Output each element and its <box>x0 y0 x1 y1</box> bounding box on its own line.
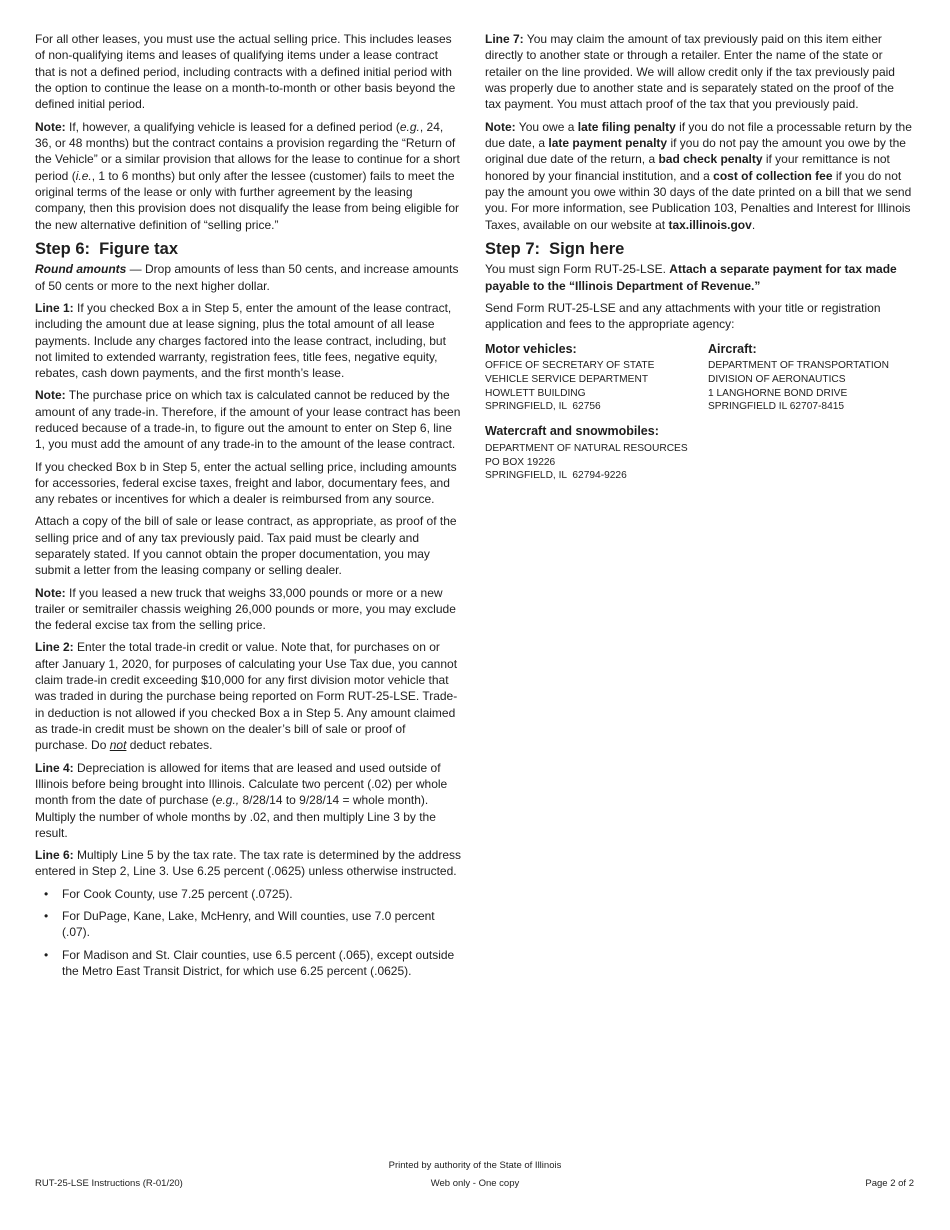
text-run: if your remittance is not honored by your financial institution, and a <box>485 152 890 183</box>
line-7-instructions <box>485 31 913 113</box>
text-run: If you checked Box a in Step 5, enter the amount of the lease contract, including the amount due at lease signing, plus the total amount of all lease payments. Include any charges factored into the lease contract, including, but not limited to extended warranty, registration fees, title fees, negative equity, rebates, cash down payments, and the first month’s lease. <box>35 300 452 381</box>
bullet-text <box>62 908 461 941</box>
text-run: Attach a copy of the bill of sale or lease contract, as appropriate, as proof of the selling price and of any tax previously paid. Tax paid must be clearly and separately stated. If you cannot obtain the proper documentation, you may submit a letter from the leasing company or selling dealer. <box>35 514 457 578</box>
agency-address-line: PO BOX 19226 <box>485 456 556 468</box>
bullet-madison-stclair <box>35 947 461 980</box>
text-run: if you do not pay the amount you owe within 30 days of the date printed on a bill that we send you. For more information, see Publication 103, Penalties and Interest for Illinois Taxes, available on our website at <box>485 168 912 232</box>
text-run: deduct rebates. <box>126 738 213 753</box>
bullet-collar-counties <box>35 908 461 941</box>
agency-address-columns <box>485 342 913 415</box>
text-run: Note: <box>485 119 516 134</box>
step-7-heading: Step 7: Sign here <box>485 240 625 259</box>
note-penalties <box>485 119 913 233</box>
line-1-instructions <box>35 300 461 382</box>
agency-address-line: 1 LANGHORNE BOND DRIVE <box>708 387 848 399</box>
text-run: For DuPage, Kane, Lake, McHenry, and Will counties, use 7.0 percent (.07). <box>62 908 435 940</box>
text-run: For all other leases, you must use the actual selling price. This includes leases of non-qualifying items and leases of qualifying items under a lease contract that is not a defined period, including contracts with a defined initial period with the option to continue the lease on a month-to-month or other basis beyond the defined initial period. <box>35 32 456 112</box>
footer-web-only: Web only - One copy <box>430 1178 520 1189</box>
agency-address-line: DIVISION OF AERONAUTICS <box>708 373 846 385</box>
note-trade-in <box>35 387 461 452</box>
text-run: Attach a separate payment for tax made payable to the “Illinois Department of Revenue.” <box>485 262 897 293</box>
bullet-icon: • <box>44 947 49 962</box>
text-run: Line 6: <box>35 848 74 863</box>
agency-address-line: SPRINGFIELD IL 62707-8415 <box>708 401 845 413</box>
text-run: If you leased a new truck that weighs 33,000 pounds or more or a new trailer or semitrailer chassis weighing 26,000 pounds or more, you may exclude the federal excise tax from the selling price. <box>35 585 456 633</box>
line-4-instructions <box>35 760 461 842</box>
text-run: You may claim the amount of tax previously paid on this item either directly to another state or through a retailer. Enter the name of the state or retailer on the line provided. We will allow credit only if the tax previously paid was properly due to another state and is separately stated on the proof of the tax payment. You must attach proof of the tax that you previously paid. <box>485 32 895 112</box>
text-run: e.g., <box>215 793 240 808</box>
footer-printed-by: Printed by authority of the State of Illinois <box>388 1160 562 1171</box>
text-run: Send Form RUT-25-LSE and any attachments with your title or registration application and fees to the appropriate agency: <box>485 300 881 332</box>
text-run: For Cook County, use 7.25 percent (.0725). <box>62 886 293 901</box>
text-run: — Drop amounts of less than 50 cents, and increase amounts of 50 cents or more to the next higher dollar. <box>35 262 459 293</box>
agency-address-line: VEHICLE SERVICE DEPARTMENT <box>485 373 649 385</box>
bullet-icon: • <box>44 908 49 923</box>
agency-address-title: Watercraft and snowmobiles: <box>485 424 659 439</box>
bullet-icon: • <box>44 886 49 901</box>
bullet-text <box>62 886 461 902</box>
agency-address-line: DEPARTMENT OF TRANSPORTATION <box>708 360 889 372</box>
note-truck <box>35 585 461 634</box>
text-run: For Madison and St. Clair counties, use 6.5 percent (.065), except outside the Metro East Transit District, for which use 6.25 percent (.0625). <box>62 947 455 978</box>
step-6-heading: Step 6: Figure tax <box>35 240 179 259</box>
bullet-text <box>62 947 461 980</box>
text-run: late filing penalty <box>577 119 676 134</box>
box-b-paragraph <box>35 459 461 508</box>
agency-address-line: OFFICE OF SECRETARY OF STATE <box>485 360 655 372</box>
agency-address-line: DEPARTMENT OF NATURAL RESOURCES <box>485 442 688 454</box>
line-6-instructions <box>35 847 461 880</box>
agency-address-line: HOWLETT BUILDING <box>485 387 586 399</box>
right-column <box>485 31 913 483</box>
agency-address <box>485 342 708 415</box>
footer-page-number: Page 2 of 2 <box>865 1178 914 1189</box>
text-run: Line 4: <box>35 760 74 775</box>
text-run: Note: <box>35 388 66 403</box>
text-run: if you do not pay the amount you owe by the original due date of the return, a <box>485 135 906 167</box>
text-run: Round amounts <box>35 262 127 277</box>
text-run: late payment penalty <box>548 135 668 150</box>
text-run: . <box>751 217 756 232</box>
text-run: If, however, a qualifying vehicle is leased for a defined period ( <box>65 119 400 134</box>
agency-address <box>708 342 889 415</box>
text-run: You owe a <box>515 119 578 134</box>
text-run: If you checked Box b in Step 5, enter the actual selling price, including amounts for accessories, federal excise taxes, freight and labor, documentary fees, and any rebates or incentives for which a dealer is reimbursed from any source. <box>35 459 457 507</box>
text-run: Multiply Line 5 by the tax rate. The tax rate is determined by the address entered in Step 2, Line 3. Use 6.25 percent (.0625) unless otherwise instructed. <box>35 848 461 879</box>
agency-address-line: SPRINGFIELD, IL 62794-9226 <box>485 470 627 482</box>
text-run: , 1 to 6 months) but only after the lessee (customer) fails to meet the original terms of the lease or only with further agreement by the leasing company, then this provision does not disqualify the lease from being eligible for the new alternative definition of “selling price.” <box>35 168 460 232</box>
text-run: Note: <box>35 585 66 600</box>
bullet-cook-county <box>35 886 461 902</box>
round-amounts <box>35 261 461 294</box>
footer-form-id: RUT-25-LSE Instructions (R-01/20) <box>35 1178 183 1189</box>
watercraft-address <box>485 424 913 483</box>
send-form-paragraph <box>485 300 913 333</box>
text-run: e.g. <box>399 119 420 134</box>
text-run: Line 2: <box>35 640 74 655</box>
agency-address-title: Aircraft: <box>708 341 757 356</box>
text-run: Note: <box>35 119 66 134</box>
text-run: tax.illinois.gov <box>668 217 752 232</box>
intro-paragraph <box>35 31 461 113</box>
text-run: Line 1: <box>35 300 74 315</box>
text-run: The purchase price on which tax is calculated cannot be reduced by the amount of any trade-in. Therefore, if the amount of your lease contract has been reduced because of a trade-in, to figure out the amount to enter on Step 6, line 1, you must add the amount of any trade-in to the amount of the lease contract. <box>35 388 461 452</box>
text-run: bad check penalty <box>658 152 763 167</box>
note-defined-period <box>35 119 461 233</box>
text-run: Enter the total trade-in credit or value. Note that, for purchases on or after January 1, 2020, for purposes of calculating your Use Tax due, you cannot claim trade-in credit exceeding $10,000 for any first division motor vehicle that was traded in during the purchase being reported on Form RUT-25-LSE. Trade-in deduction is not allowed if you checked Box a in Step 5. Any amount claimed as trade-in credit must be shown on the dealer’s bill of sale or proof of purchase. Do <box>35 640 458 753</box>
text-run: not <box>109 738 127 753</box>
text-run: Line 7: <box>485 32 524 46</box>
agency-address-line: SPRINGFIELD, IL 62756 <box>485 401 601 413</box>
text-run: 8/28/14 to 9/28/14 = whole month). Multiply the number of whole months by .02, and then multiply Line 3 by the result. <box>35 793 436 840</box>
text-run: You must sign Form RUT-25-LSE. <box>485 262 670 277</box>
text-run: Depreciation is allowed for items that are leased and used outside of Illinois before being brought into Illinois. Calculate two percent (.02) per whole month from the date of purchase ( <box>35 760 448 808</box>
text-run: i.e. <box>75 168 92 183</box>
left-column <box>35 31 461 985</box>
text-run: , 24, 36, or 48 months) but the contract contains a provision regarding the “Return of the Vehicle” or a similar provision that allows for the lease to continue for a short period ( <box>35 119 460 183</box>
attach-proof-paragraph <box>35 513 461 578</box>
line-2-instructions <box>35 639 461 753</box>
agency-address-title: Motor vehicles: <box>485 341 577 356</box>
text-run: if you do not file a processable return by the due date, a <box>485 119 912 150</box>
sign-here-paragraph <box>485 261 913 294</box>
text-run: cost of collection fee <box>713 168 833 183</box>
